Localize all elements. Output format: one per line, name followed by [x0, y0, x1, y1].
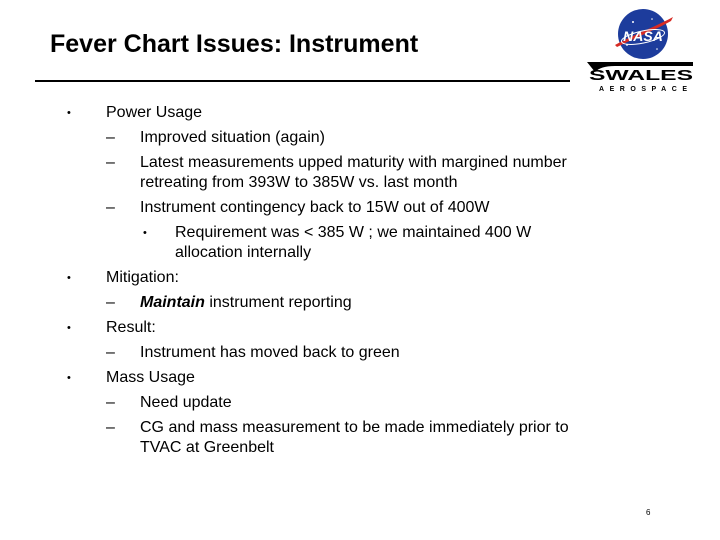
mass-update-item: Need update: [140, 394, 232, 411]
power-improved-item: Improved situation (again): [140, 129, 325, 146]
result-heading: Result:: [106, 319, 156, 336]
dash-icon: –: [106, 154, 115, 171]
power-requirement-item-line2: allocation internally: [175, 244, 312, 261]
mitigation-heading: Mitigation:: [106, 269, 179, 286]
dash-icon: –: [106, 199, 115, 216]
page-number: 6: [646, 508, 651, 517]
swales-logo-text: SWALES: [589, 67, 693, 84]
bullet-icon: •: [67, 272, 71, 284]
mitigation-item-emphasis: Maintain: [140, 294, 205, 311]
power-requirement-item-line1: Requirement was < 385 W ; we maintained 400 W: [175, 224, 532, 241]
bullet-icon: •: [143, 227, 147, 239]
dash-icon: –: [106, 394, 115, 411]
mitigation-item-rest: instrument reporting: [204, 294, 352, 311]
power-contingency-item: Instrument contingency back to 15W out of 400W: [140, 199, 490, 216]
mass-cg-item-line2: TVAC at Greenbelt: [140, 439, 274, 456]
mass-usage-heading: Mass Usage: [106, 369, 195, 386]
slide-title: Fever Chart Issues: Instrument: [50, 30, 419, 58]
aerospace-logo-text: AEROSPACE: [599, 86, 687, 93]
mass-cg-item-line1: CG and mass measurement to be made immediately prior to: [140, 419, 569, 436]
dash-icon: –: [106, 294, 115, 311]
bullet-icon: •: [67, 107, 71, 119]
bullet-icon: •: [67, 372, 71, 384]
power-usage-heading: Power Usage: [106, 104, 203, 121]
power-latest-item-line1: Latest measurements upped maturity with margined number: [140, 154, 567, 171]
dash-icon: –: [106, 419, 115, 436]
mitigation-item: [140, 293, 352, 313]
dash-icon: –: [106, 129, 115, 146]
power-latest-item-line2: retreating from 393W to 385W vs. last month: [140, 174, 458, 191]
nasa-logo-text: NASA: [623, 28, 663, 44]
bullet-icon: •: [67, 322, 71, 334]
dash-icon: –: [106, 344, 115, 361]
result-item: Instrument has moved back to green: [140, 344, 400, 361]
